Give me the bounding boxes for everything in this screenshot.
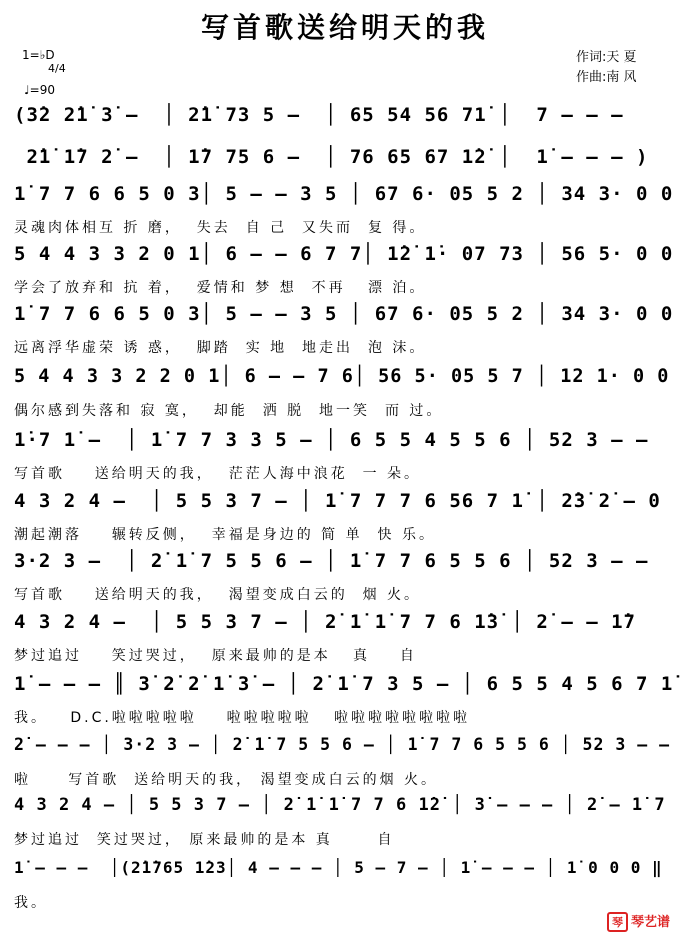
lyric-line: 写首歌 送给明天的我， 渴望变成白云的 烟 火。	[14, 587, 422, 603]
lyric-line: 远离浮华虚荣 诱 惑， 脚踏 实 地 地走出 泡 沫。	[14, 340, 427, 356]
site-watermark	[607, 911, 670, 932]
notation-line: 2̇ – – – │ 3·2 3 – │ 2̇ 1̇ 7 5 5 6 – │ 1̇ 7 7 6 5 5 6 │ 52 3 – –	[14, 735, 671, 754]
notation-line: 4 3 2 4 – │ 5 5 3 7 – │ 2̇ 1̇ 1̇ 7 7 6 1̇3̇ │ 2̇ – – 1̇7	[14, 611, 636, 633]
lyric-line: 潮起潮落 辗转反侧， 幸福是身边的 简 单 快 乐。	[14, 527, 436, 543]
tempo-marking: ♩=90	[24, 83, 55, 97]
notation-line: 4 3 2 4 – │ 5 5 3 7 – │ 2̇ 1̇ 1̇ 7 7 6 1̇2̇ │ 3̇ – – – │ 2̇ – 1̇ 7	[14, 795, 666, 815]
lyric-line: 啦 写首歌 送给明天的我， 渴望变成白云的烟 火。	[14, 772, 439, 788]
notation-line: (3̇2 2̇1̇ 3̇ – │ 2̇1̇ 73 5 – │ 65 54 56 71̇ │ 7 – – –	[14, 104, 649, 126]
lyric-line: 学会了放弃和 抗 着， 爱情和 梦 想 不再 漂 泊。	[14, 280, 427, 296]
lyric-line: 灵魂肉体相互 折 磨， 失去 自 己 又失而 复 得。	[14, 220, 427, 236]
lyric-line: 偶尔感到失落和 寂 寞， 却能 洒 脱 地一笑 而 过。	[14, 403, 444, 419]
site-logo: 琴	[607, 912, 628, 932]
notation-line: 1̇ – – – ║ 3̇ 2̇ 2̇ 1̇ 3̇ – │ 2̇ 1̇ 7 3 5 – │ 6 5 5 4 5 6 7 1̇	[14, 673, 674, 695]
notation-line: 1̇·7 1̇ – │ 1̇ 7 7 3 3 5 – │ 6 5 5 4 5 5 6 │ 52 3 – –	[14, 429, 649, 451]
lyric-line: 我。 D.C.啦啦啦啦啦 啦啦啦啦啦 啦啦啦啦啦啦啦啦	[14, 710, 470, 726]
lyricist-credit: 作词:天 夏	[576, 50, 637, 65]
notation-line: 4 3 2 4 – │ 5 5 3 7 – │ 1̇ 7 7 7 6 56 7 1̇ │ 2̇3̇ 2̇ – 0	[14, 490, 661, 512]
notation-line: 1̇ 7 7 6 6 5 0 3│ 5 – – 3 5 │ 67 6· 05 5 2 │ 34 3· 0 0	[14, 183, 674, 205]
notation-line: 1̇ – – – │(2̇1̇765 1̇23│ 4 – – – │ 5 – 7 – │ 1̇ – – – │ 1̇ 0 0 0 ‖	[14, 858, 663, 877]
notation-line: 5 4 4 3 3 2 2 0 1│ 6 – – 7 6│ 56 5· 05 5 7 │ 12 1· 0 0	[14, 366, 670, 387]
score-title: 写首歌送给明天的我	[200, 11, 489, 44]
notation-line: 1̇ 7 7 6 6 5 0 3│ 5 – – 3 5 │ 67 6· 05 5 2 │ 34 3· 0 0	[14, 303, 674, 325]
site-name: 琴艺谱	[630, 915, 670, 930]
lyric-line: 写首歌 送给明天的我， 茫茫人海中浪花 一 朵。	[14, 466, 422, 482]
notation-line: 2̇1̇ 1̇7 2̇ – │ 1̇7 75 6 – │ 76 65 67 1̇2̇ │ 1̇ – – – )	[14, 146, 649, 168]
key-text: 1=♭D	[22, 48, 55, 62]
composer-credit: 作曲:南 风	[576, 70, 637, 85]
credits	[576, 48, 637, 88]
notation-line: 5 4 4 3 3 2 0 1│ 6 – – 6 7 7│ 1̇2̇ 1̇· 07 73 │ 56 5· 0 0	[14, 243, 674, 265]
lyric-line: 梦过追过 笑过哭过， 原来最帅的是本 真 自	[14, 648, 417, 664]
time-signature: 4/4	[48, 62, 66, 75]
key-signature	[22, 48, 66, 76]
notation-line: 3·2 3 – │ 2̇ 1̇ 7 5 5 6 – │ 1̇ 7 7 6 5 5 6 │ 52 3 – –	[14, 550, 649, 572]
lyric-line: 梦过追过 笑过哭过， 原来最帅的是本 真 自	[14, 832, 395, 848]
lyric-line: 我。	[14, 895, 48, 911]
